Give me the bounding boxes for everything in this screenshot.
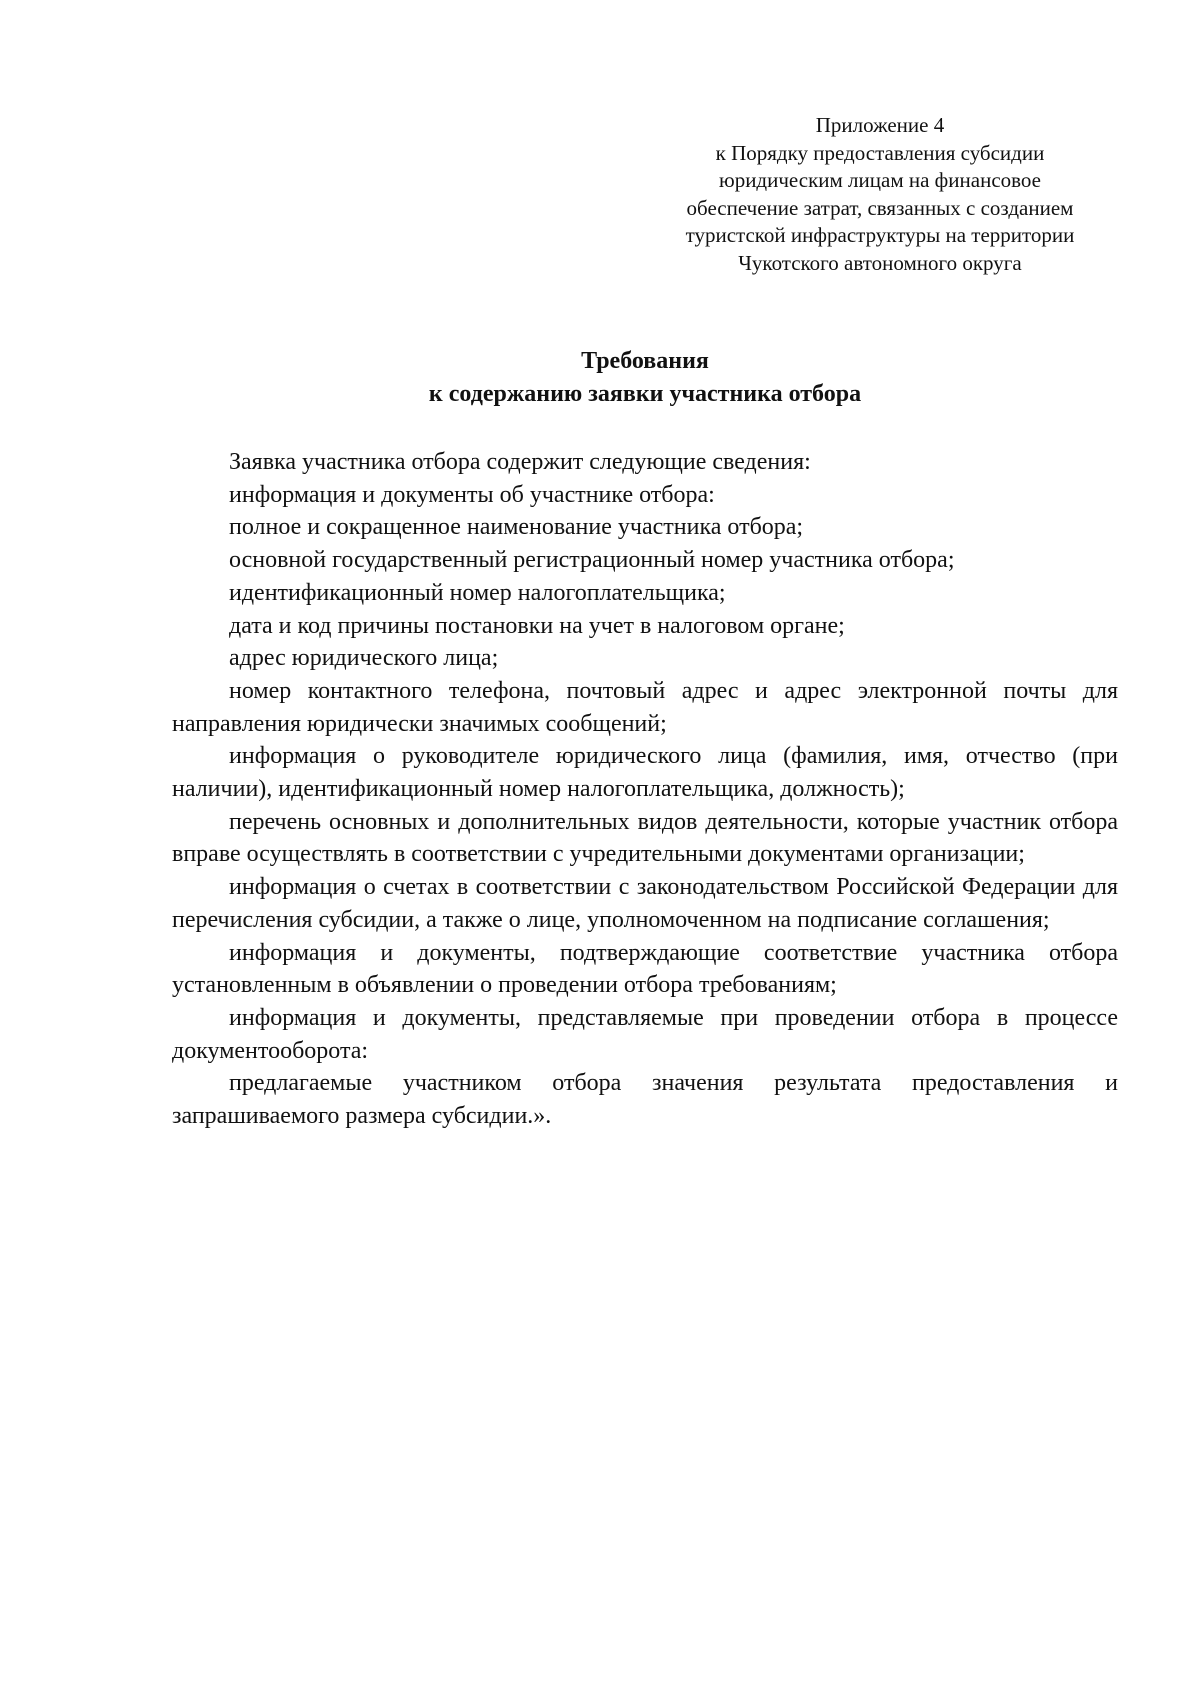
body-paragraph: предлагаемые участником отбора значения результата предоставления и запрашиваемого размера субсидии.». bbox=[172, 1070, 1118, 1130]
body-paragraph: информация и документы об участнике отбора: bbox=[229, 481, 715, 508]
body-paragraph: информация о руководителе юридического лица (фамилия, имя, отчество (при наличии), идентификационный номер налогоплательщика, должность); bbox=[172, 743, 1118, 803]
body-paragraph: информация о счетах в соответствии с законодательством Российской Федерации для перечисления субсидии, а также о лице, уполномоченном на подписание соглашения; bbox=[172, 874, 1118, 933]
body-paragraph: информация и документы, подтверждающие соответствие участника отбора установленным в объявлении о проведении отбора требованиям; bbox=[172, 939, 1118, 999]
appendix-line: Приложение 4 bbox=[815, 113, 945, 137]
appendix-line: туристской инфраструктуры на территории bbox=[685, 223, 1075, 247]
body-paragraph: номер контактного телефона, почтовый адрес и адрес электронной почты для направления юридически значимых сообщений; bbox=[172, 677, 1118, 737]
body-paragraph: перечень основных и дополнительных видов деятельности, которые участник отбора вправе осуществлять в соответствии с учредительными документами организации; bbox=[172, 808, 1118, 868]
appendix-line: к Порядку предоставления субсидии bbox=[715, 140, 1045, 165]
body-paragraph: идентификационный номер налогоплательщика; bbox=[229, 579, 726, 606]
appendix-line: юридическим лицам на финансовое bbox=[719, 168, 1041, 192]
document-subtitle: к содержанию заявки участника отбора bbox=[428, 381, 862, 407]
body-paragraph: информация и документы, представляемые при проведении отбора в процессе документооборота: bbox=[172, 1004, 1118, 1064]
body-paragraph: основной государственный регистрационный номер участника отбора; bbox=[229, 547, 955, 574]
document-title: Требования bbox=[581, 348, 709, 374]
body-paragraph: дата и код причины постановки на учет в налоговом органе; bbox=[229, 612, 845, 639]
appendix-line: Чукотского автономного округа bbox=[738, 250, 1022, 275]
appendix-line: обеспечение затрат, связанных с созданием bbox=[686, 195, 1074, 220]
body-paragraph: адрес юридического лица; bbox=[229, 645, 499, 672]
body-paragraph: Заявка участника отбора содержит следующие сведения: bbox=[229, 449, 811, 475]
body-paragraph: полное и сокращенное наименование участника отбора; bbox=[229, 514, 804, 541]
document-body bbox=[172, 446, 1118, 1133]
document-heading bbox=[172, 345, 1118, 411]
appendix-reference bbox=[640, 112, 1120, 277]
